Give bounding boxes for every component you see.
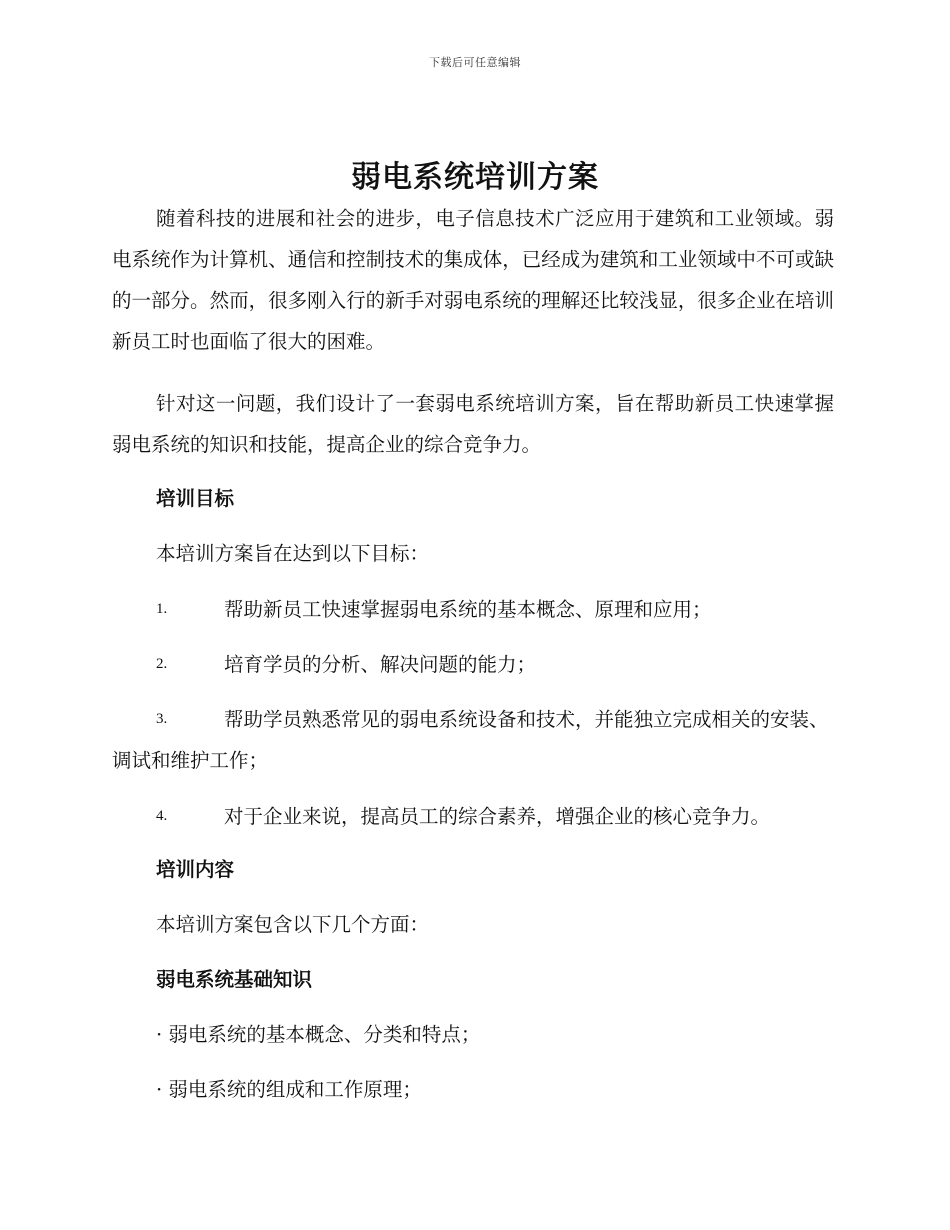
list-number: 4.: [156, 808, 168, 824]
list-item-text: 培育学员的分析、解决问题的能力；: [224, 653, 537, 676]
list-item-text: 帮助学员熟悉常见的弱电系统设备和技术，并能独立完成相关的安装、调试和维护工作；: [112, 708, 829, 772]
section-heading-basics: 弱电系统基础知识: [156, 968, 313, 991]
section-heading-goal: 培训目标: [156, 487, 235, 510]
page-title: 弱电系统培训方案: [351, 160, 599, 195]
list-item: [112, 796, 834, 837]
list-item-text: 对于企业来说，提高员工的综合素养，增强企业的核心竞争力。: [224, 805, 771, 828]
goal-intro: 本培训方案旨在达到以下目标：: [156, 542, 430, 565]
list-item: [112, 644, 834, 685]
list-number: 1.: [156, 601, 168, 617]
content-intro: 本培训方案包含以下几个方面：: [156, 913, 430, 936]
bullet-item: · 弱电系统的基本概念、分类和特点；: [156, 1023, 481, 1046]
list-number: 2.: [156, 656, 168, 672]
section-heading-content: 培训内容: [156, 858, 235, 881]
list-number: 3.: [156, 711, 168, 727]
header-note: 下载后可任意编辑: [429, 56, 521, 69]
list-item-text: 帮助新员工快速掌握弱电系统的基本概念、原理和应用；: [224, 598, 712, 621]
intro-paragraph-1: 随着科技的进展和社会的进步，电子信息技术广泛应用于建筑和工业领域。弱电系统作为计算机、通信和控制技术的集成体，已经成为建筑和工业领域中不可或缺的一部分。然而，很多刚入行的新手对弱电系统的理解还比较浅显，很多企业在培训新员工时也面临了很大的困难。: [112, 207, 834, 353]
bullet-item: · 弱电系统的组成和工作原理；: [156, 1078, 422, 1101]
intro-paragraph-2: 针对这一问题，我们设计了一套弱电系统培训方案，旨在帮助新员工快速掌握弱电系统的知识和技能，提高企业的综合竞争力。: [112, 392, 834, 456]
list-item: [112, 589, 834, 630]
list-item: [112, 699, 834, 781]
